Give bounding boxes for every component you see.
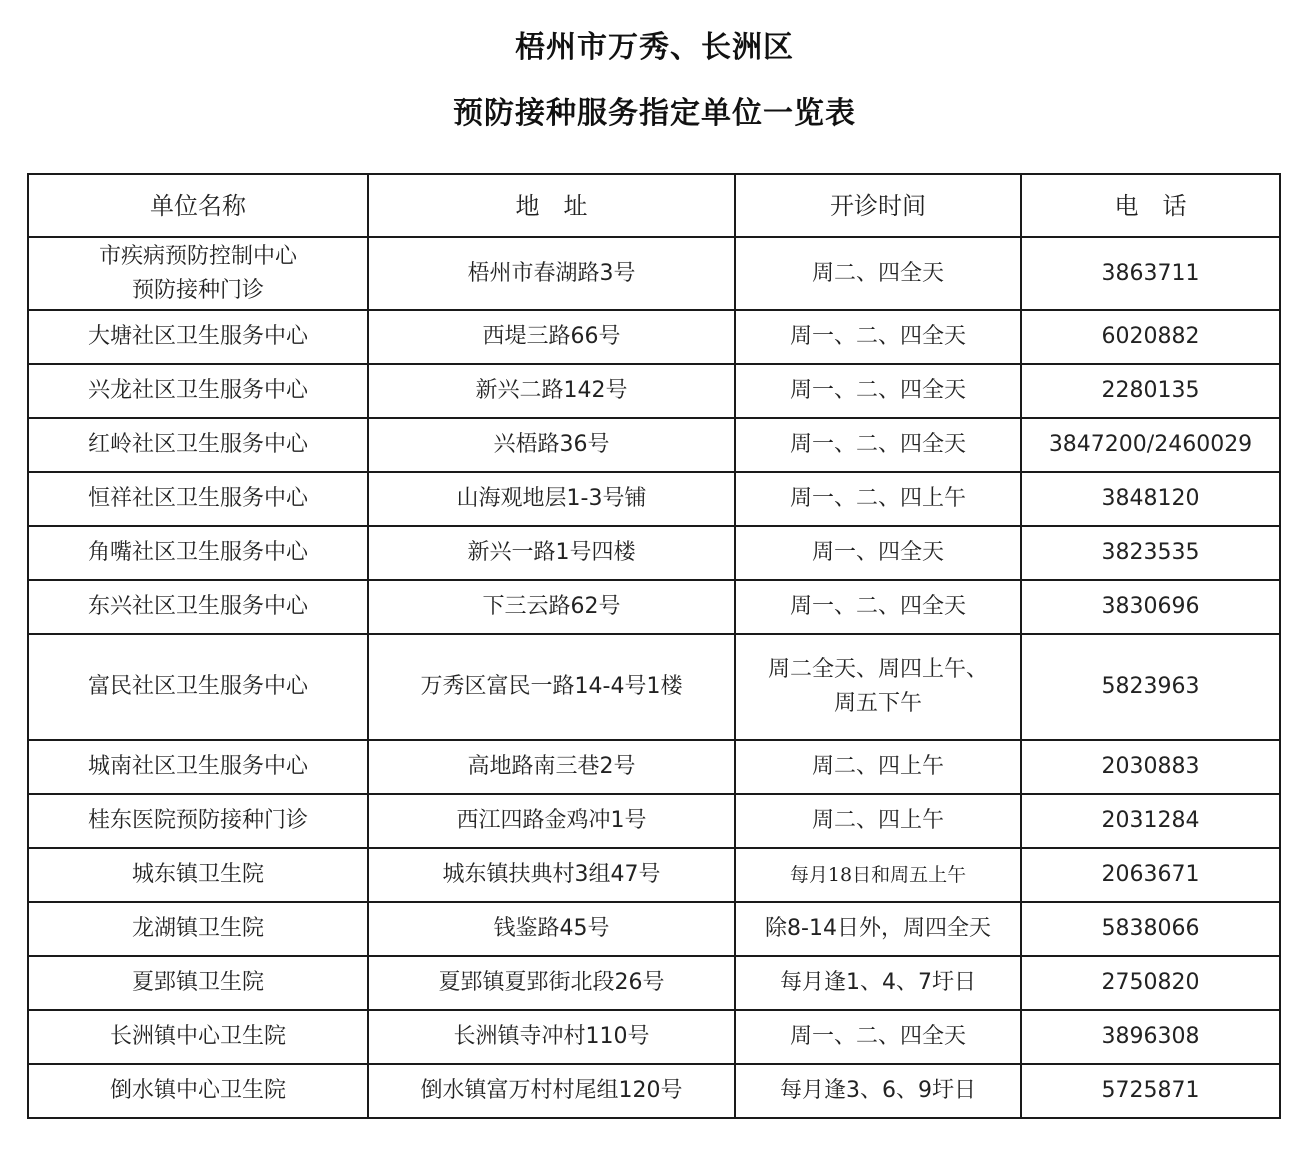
unit-hours: 周二、四全天 xyxy=(735,237,1021,310)
unit-name: 龙湖镇卫生院 xyxy=(28,902,368,956)
unit-address: 兴梧路36号 xyxy=(368,418,735,472)
unit-name: 城南社区卫生服务中心 xyxy=(28,740,368,794)
unit-address: 西堤三路66号 xyxy=(368,310,735,364)
unit-hours: 周二、四上午 xyxy=(735,740,1021,794)
unit-name-cell xyxy=(28,237,368,310)
unit-hours: 周一、二、四全天 xyxy=(735,1010,1021,1064)
unit-hours-cell xyxy=(735,634,1021,740)
unit-name: 倒水镇中心卫生院 xyxy=(28,1064,368,1118)
unit-address: 城东镇扶典村3组47号 xyxy=(368,848,735,902)
unit-name: 大塘社区卫生服务中心 xyxy=(28,310,368,364)
table-row xyxy=(28,956,1280,1010)
header-phone: 电 话 xyxy=(1021,174,1280,237)
unit-hours: 周一、二、四全天 xyxy=(735,364,1021,418)
unit-name: 富民社区卫生服务中心 xyxy=(28,634,368,740)
unit-address: 新兴一路1号四楼 xyxy=(368,526,735,580)
unit-phone: 2750820 xyxy=(1021,956,1280,1010)
unit-address: 夏郢镇夏郢街北段26号 xyxy=(368,956,735,1010)
table-row xyxy=(28,310,1280,364)
unit-name: 夏郢镇卫生院 xyxy=(28,956,368,1010)
table-row xyxy=(28,364,1280,418)
unit-address: 山海观地层1-3号铺 xyxy=(368,472,735,526)
table-row xyxy=(28,634,1280,740)
unit-phone: 2031284 xyxy=(1021,794,1280,848)
unit-address: 万秀区富民一路14-4号1楼 xyxy=(368,634,735,740)
unit-phone: 5725871 xyxy=(1021,1064,1280,1118)
table-row xyxy=(28,472,1280,526)
unit-phone: 3847200/2460029 xyxy=(1021,418,1280,472)
unit-hours: 周一、四全天 xyxy=(735,526,1021,580)
unit-address: 高地路南三巷2号 xyxy=(368,740,735,794)
unit-hours: 除8-14日外，周四全天 xyxy=(735,902,1021,956)
unit-phone: 2030883 xyxy=(1021,740,1280,794)
unit-address: 西江四路金鸡冲1号 xyxy=(368,794,735,848)
unit-phone: 3823535 xyxy=(1021,526,1280,580)
table-row xyxy=(28,1010,1280,1064)
unit-name: 红岭社区卫生服务中心 xyxy=(28,418,368,472)
unit-hours: 每月逢1、4、7圩日 xyxy=(735,956,1021,1010)
unit-phone: 5823963 xyxy=(1021,634,1280,740)
unit-phone: 3830696 xyxy=(1021,580,1280,634)
unit-name: 兴龙社区卫生服务中心 xyxy=(28,364,368,418)
unit-address: 钱鉴路45号 xyxy=(368,902,735,956)
unit-phone: 6020882 xyxy=(1021,310,1280,364)
unit-name: 东兴社区卫生服务中心 xyxy=(28,580,368,634)
unit-name: 恒祥社区卫生服务中心 xyxy=(28,472,368,526)
table-row xyxy=(28,418,1280,472)
header-hours: 开诊时间 xyxy=(735,174,1021,237)
unit-phone: 3863711 xyxy=(1021,237,1280,310)
unit-name: 桂东医院预防接种门诊 xyxy=(28,794,368,848)
unit-name: 角嘴社区卫生服务中心 xyxy=(28,526,368,580)
header-name: 单位名称 xyxy=(28,174,368,237)
unit-phone: 2063671 xyxy=(1021,848,1280,902)
unit-name: 城东镇卫生院 xyxy=(28,848,368,902)
units-table xyxy=(27,173,1281,1119)
unit-address: 新兴二路142号 xyxy=(368,364,735,418)
unit-address: 长洲镇寺冲村110号 xyxy=(368,1010,735,1064)
unit-address: 梧州市春湖路3号 xyxy=(368,237,735,310)
table-row xyxy=(28,1064,1280,1118)
unit-name-line1: 市疾病预防控制中心 xyxy=(98,243,297,269)
unit-name-line2: 预防接种门诊 xyxy=(131,277,264,303)
page-title-line1: 梧州市万秀、长洲区 xyxy=(515,30,794,65)
unit-hours: 每月18日和周五上午 xyxy=(735,848,1021,902)
unit-phone: 2280135 xyxy=(1021,364,1280,418)
table-row xyxy=(28,740,1280,794)
unit-hours: 周一、二、四全天 xyxy=(735,580,1021,634)
unit-hours: 周一、二、四全天 xyxy=(735,310,1021,364)
table-header-row xyxy=(28,174,1280,237)
unit-phone: 3896308 xyxy=(1021,1010,1280,1064)
table-row xyxy=(28,580,1280,634)
unit-hours-line2: 周五下午 xyxy=(833,691,922,716)
table-row xyxy=(28,526,1280,580)
unit-hours-line1: 周二全天、周四上午、 xyxy=(767,657,988,682)
table-row xyxy=(28,794,1280,848)
unit-hours: 周一、二、四全天 xyxy=(735,418,1021,472)
unit-name: 长洲镇中心卫生院 xyxy=(28,1010,368,1064)
unit-hours: 每月逢3、6、9圩日 xyxy=(735,1064,1021,1118)
page-title-line2: 预防接种服务指定单位一览表 xyxy=(453,96,856,131)
table-row xyxy=(28,237,1280,310)
table-row xyxy=(28,848,1280,902)
unit-phone: 5838066 xyxy=(1021,902,1280,956)
unit-address: 倒水镇富万村村尾组120号 xyxy=(368,1064,735,1118)
table-row xyxy=(28,902,1280,956)
unit-address: 下三云路62号 xyxy=(368,580,735,634)
unit-phone: 3848120 xyxy=(1021,472,1280,526)
unit-hours: 周二、四上午 xyxy=(735,794,1021,848)
unit-hours: 周一、二、四上午 xyxy=(735,472,1021,526)
header-address: 地 址 xyxy=(368,174,735,237)
